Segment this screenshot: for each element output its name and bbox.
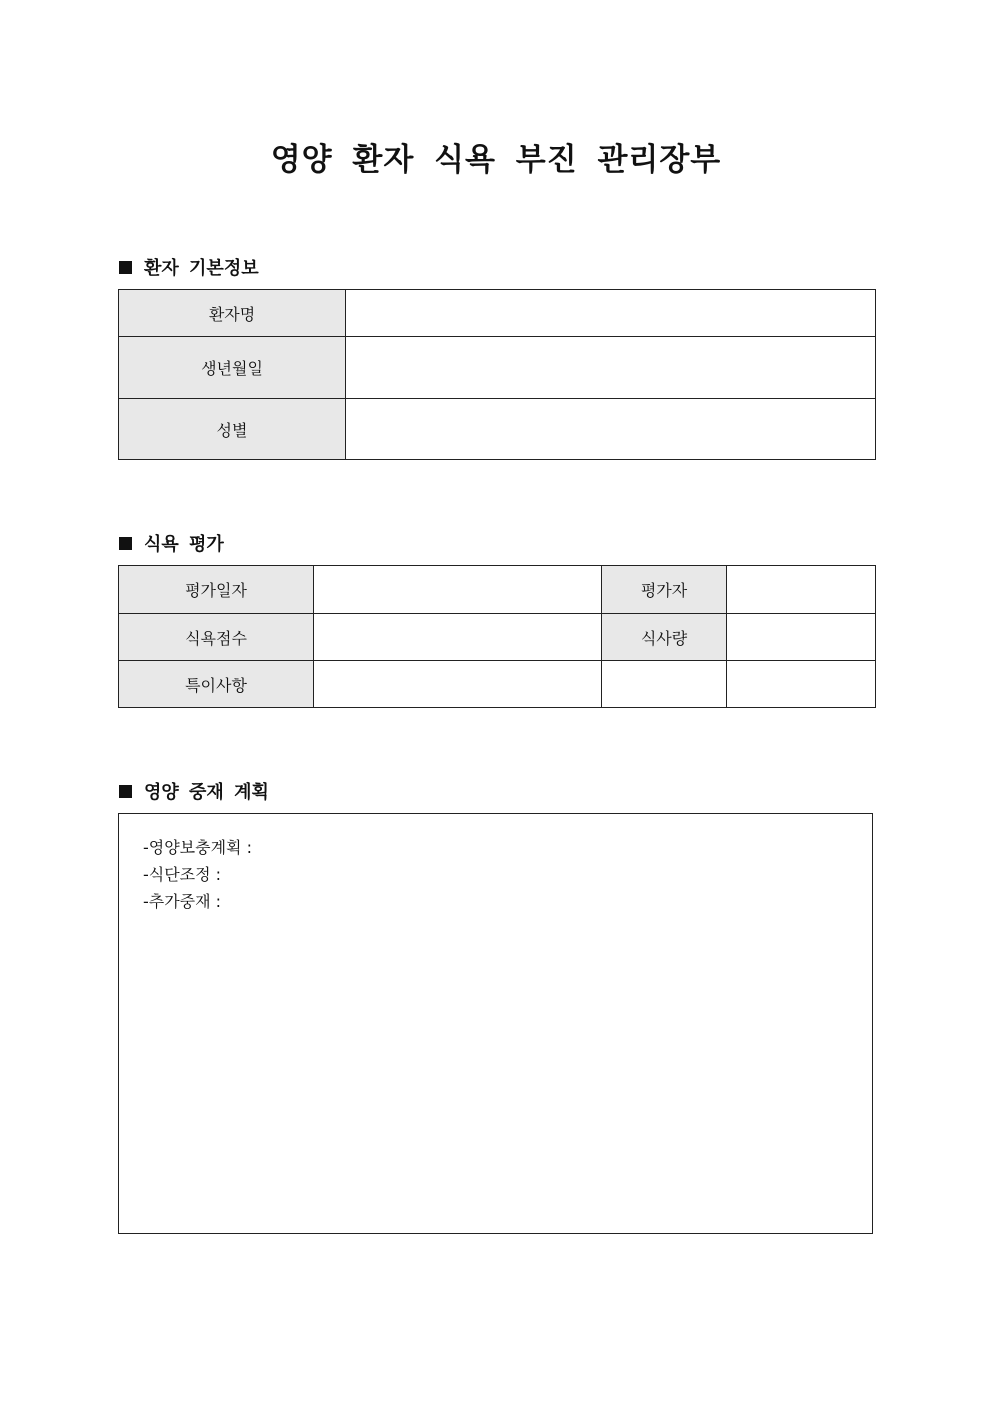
appetite-score-field[interactable] [314, 614, 602, 661]
evaluator-field[interactable] [727, 566, 876, 614]
section-heading-text: 환자 기본정보 [144, 258, 259, 279]
label-gender: 성별 [119, 399, 346, 460]
table-row [119, 337, 876, 399]
appetite-eval-table [118, 565, 876, 708]
section-heading-text: 식욕 평가 [144, 534, 224, 555]
patient-info-table [118, 289, 876, 460]
intervention-plan-box[interactable] [118, 813, 873, 1234]
plan-line-additional-intervention: -추가중재 : [143, 892, 222, 911]
eval-date-field[interactable] [314, 566, 602, 614]
label-special-notes: 특이사항 [119, 661, 314, 708]
table-row [119, 566, 876, 614]
table-row [119, 290, 876, 337]
plan-line-diet-adjustment: -식단조정 : [143, 865, 222, 884]
page-title: 영양 환자 식욕 부진 관리장부 [270, 142, 722, 178]
label-appetite-score: 식욕점수 [119, 614, 314, 661]
square-bullet-icon [119, 537, 132, 550]
label-evaluator: 평가자 [602, 566, 727, 614]
section-heading-intervention-plan [119, 778, 269, 804]
section-heading-text: 영양 중재 계획 [144, 782, 269, 803]
special-notes-field[interactable] [314, 661, 602, 708]
patient-name-field[interactable] [346, 290, 876, 337]
table-row [119, 399, 876, 460]
label-patient-name: 환자명 [119, 290, 346, 337]
plan-line-supplement: -영양보충계획 : [143, 838, 252, 857]
table-row [119, 614, 876, 661]
table-row [119, 661, 876, 708]
square-bullet-icon [119, 785, 132, 798]
section-heading-patient-info [119, 254, 259, 280]
label-eval-date: 평가일자 [119, 566, 314, 614]
empty-cell[interactable] [727, 661, 876, 708]
gender-field[interactable] [346, 399, 876, 460]
meal-amount-field[interactable] [727, 614, 876, 661]
square-bullet-icon [119, 261, 132, 274]
section-heading-appetite-eval [119, 530, 224, 556]
birth-date-field[interactable] [346, 337, 876, 399]
empty-cell[interactable] [602, 661, 727, 708]
label-meal-amount: 식사량 [602, 614, 727, 661]
label-birth-date: 생년월일 [119, 337, 346, 399]
